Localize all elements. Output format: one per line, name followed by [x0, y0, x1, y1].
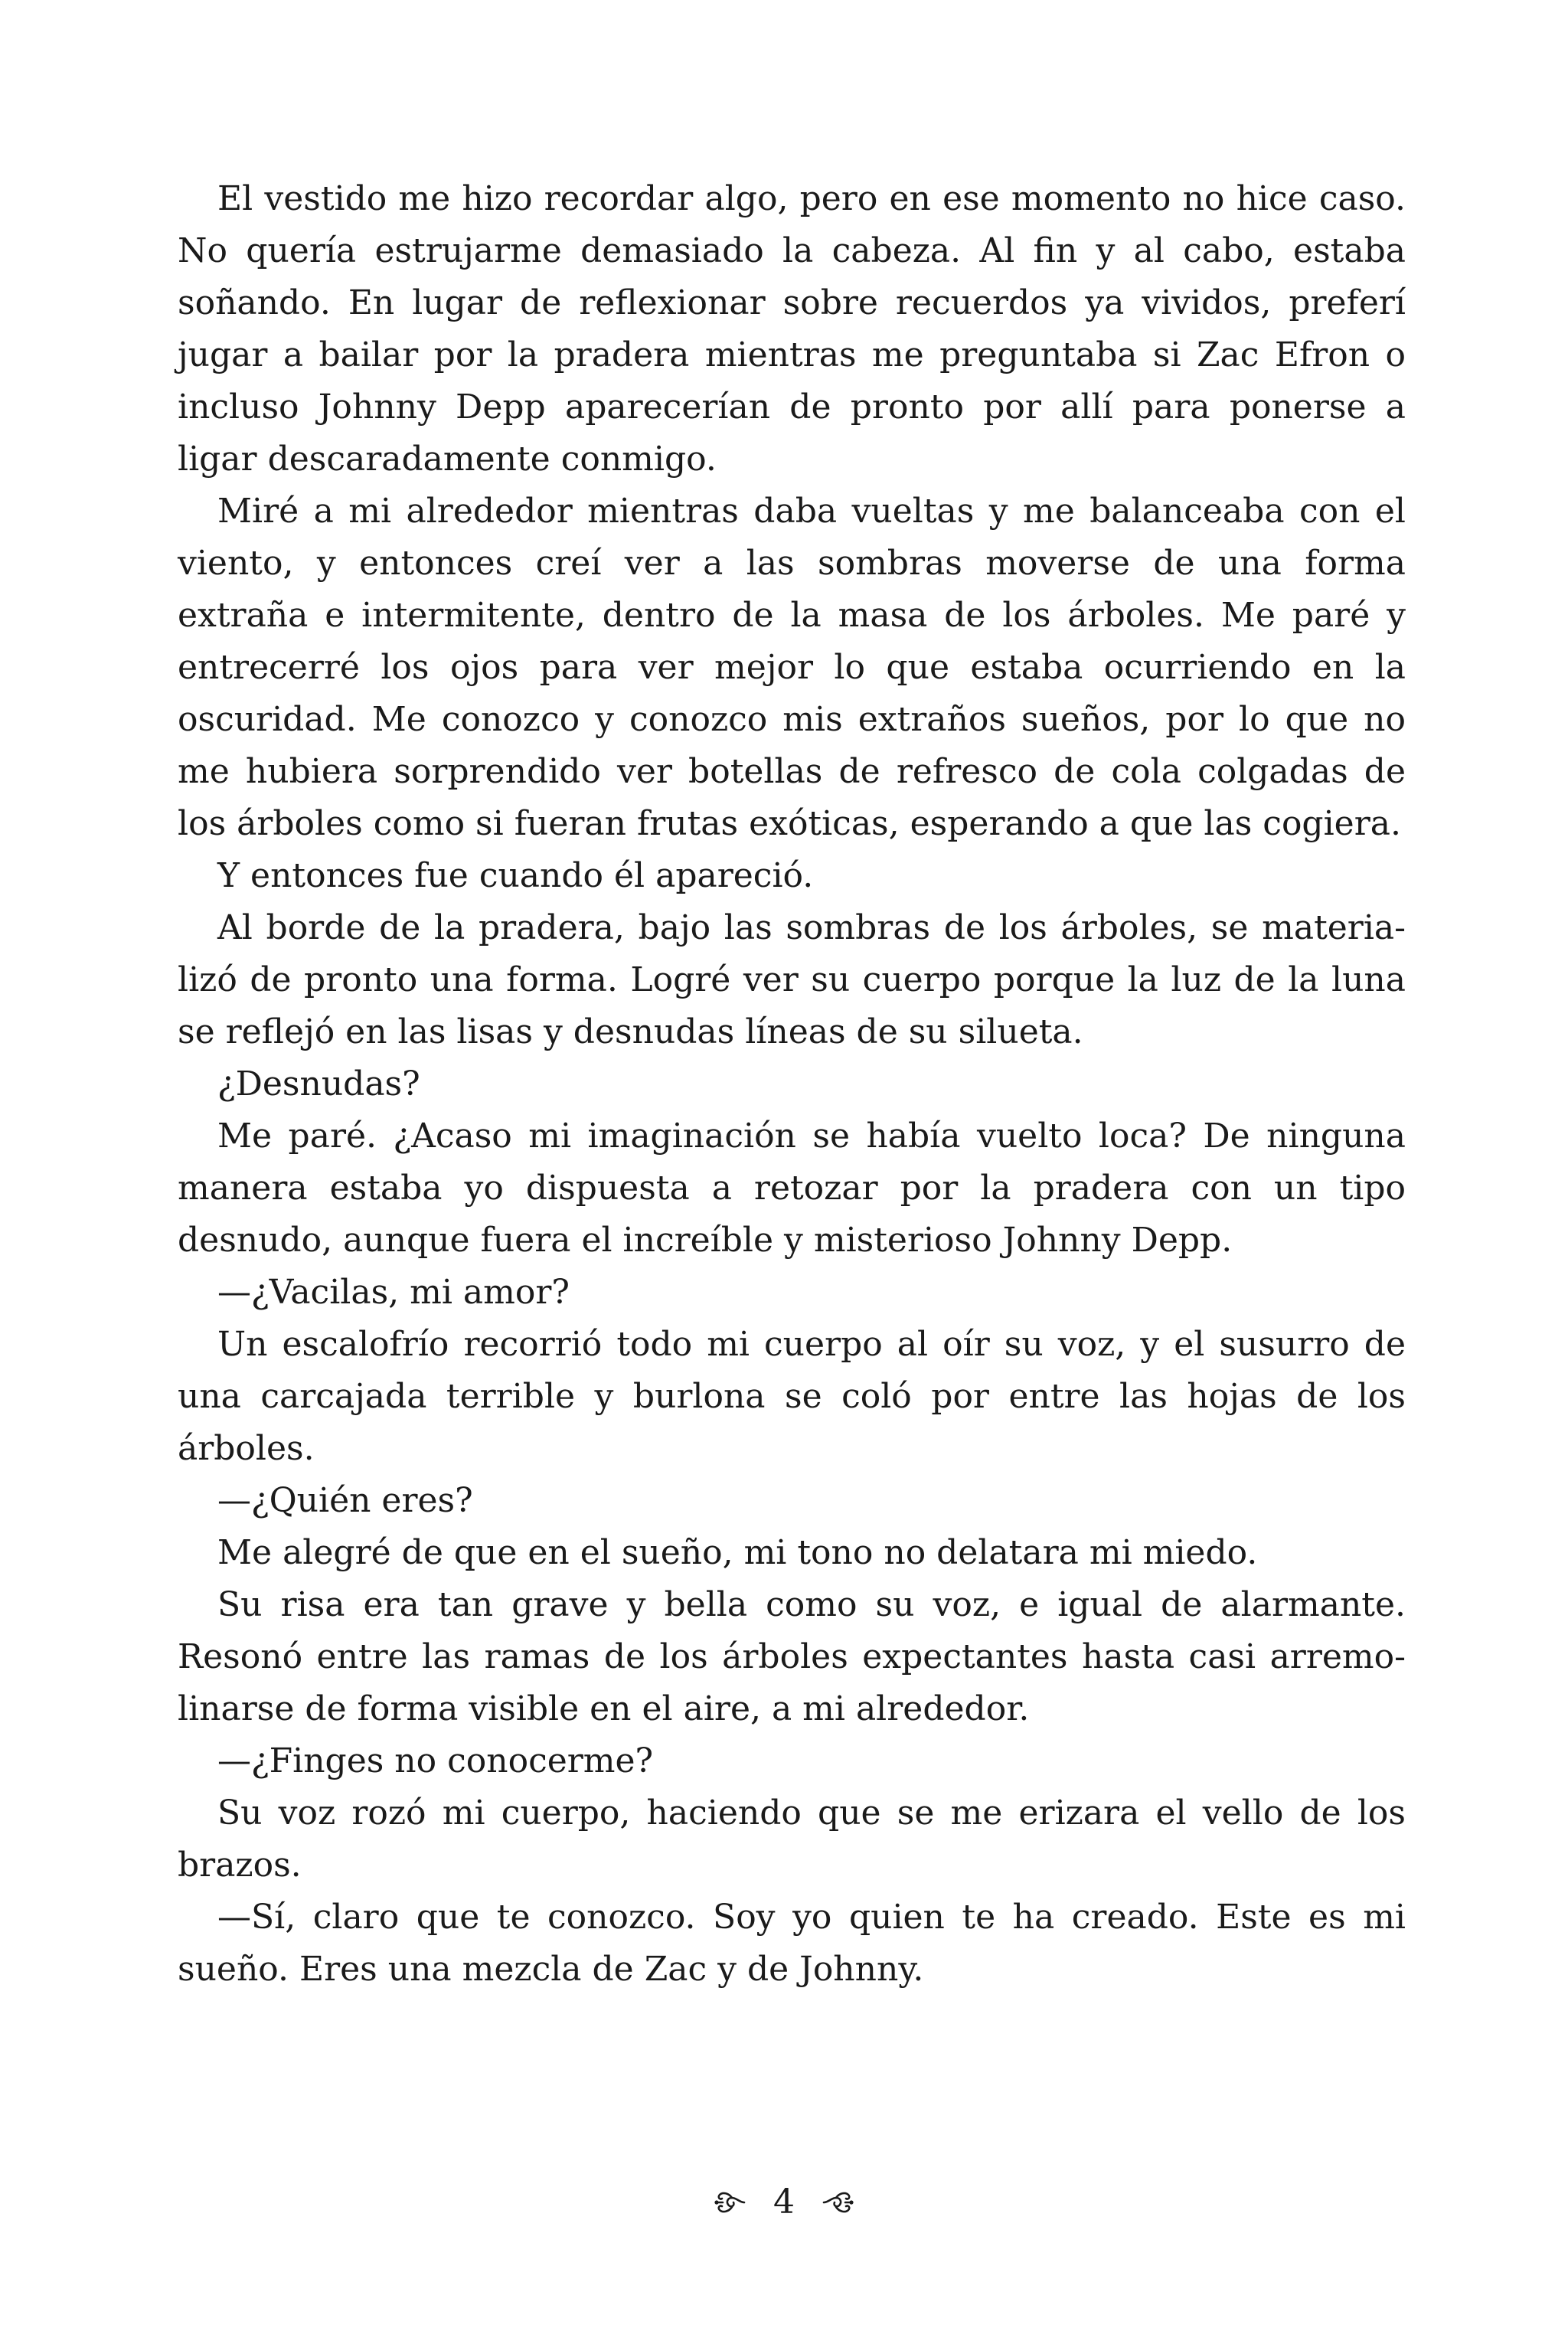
paragraph: ¿Desnudas? — [217, 1064, 420, 1104]
paragraph: Un escalofrío recorrió todo mi cuerpo al oír su voz, y el susurro de una carcajada terrible y burlona se coló por entre las hojas de los árboles. — [178, 1325, 1406, 1468]
paragraph: Miré a mi alrededor mientras daba vueltas y me balanceaba con el viento, y entonces creí ver a las sombras moverse de una forma extraña e intermitente, dentro de la masa de los árboles. Me paré y entrecerré los ojos para ver mejor lo que estaba ocurriendo en la oscuridad. Me conozco y conozco mis extraños sueños, por lo que no me hubiera sorprendido ver botellas de refresco de cola colgadas de los árboles como si fueran frutas exóticas, esperando a que las cogiera. — [178, 492, 1406, 843]
body-text — [178, 173, 1406, 1996]
paragraph: —¿Vacilas, mi amor? — [217, 1273, 570, 1312]
paragraph: El vestido me hizo recordar algo, pero en ese momento no hice caso. No quería estrujarme demasiado la cabeza. Al fin y al cabo, estaba soñando. En lugar de reflexionar sobre recuerdos ya vividos, preferí jugar a bailar por la pradera mientras me preguntaba si Zac Efron o incluso Johnny Depp aparecerían de pronto por allí para ponerse a ligar descaradamente conmigo. — [178, 179, 1406, 479]
paragraph: —¿Quién eres? — [217, 1481, 473, 1520]
paragraph: Su risa era tan grave y bella como su voz, e igual de alarmante. Resonó entre las ramas de los árboles expectantes hasta casi arremolinarse de forma visible en el aire, a mi alrededor. — [178, 1585, 1406, 1728]
flourish-right-icon — [821, 2187, 854, 2218]
paragraph: Su voz rozó mi cuerpo, haciendo que se me erizara el vello de los brazos. — [178, 1793, 1406, 1885]
paragraph: Me paré. ¿Acaso mi imaginación se había vuelto loca? De ninguna manera estaba yo dispuesta a retozar por la pradera con un tipo desnudo, aunque fuera el increíble y misterioso Johnny Depp. — [178, 1117, 1406, 1260]
flourish-left-icon — [714, 2187, 747, 2218]
paragraph: Al borde de la pradera, bajo las sombras de los árboles, se materializó de pronto una forma. Logré ver su cuerpo porque la luz de la luna se reflejó en las lisas y desnudas líneas de su silueta. — [178, 908, 1406, 1051]
page-number: 4 — [773, 2182, 795, 2222]
paragraph: Me alegré de que en el sueño, mi tono no delatara mi miedo. — [217, 1533, 1258, 1572]
paragraph: Y entonces fue cuando él apareció. — [217, 856, 814, 895]
paragraph: —Sí, claro que te conozco. Soy yo quien te ha creado. Este es mi sueño. Eres una mezcla de Zac y de Johnny. — [178, 1898, 1406, 1989]
page-footer — [0, 2182, 1568, 2222]
paragraph: —¿Finges no conocerme? — [217, 1741, 654, 1780]
